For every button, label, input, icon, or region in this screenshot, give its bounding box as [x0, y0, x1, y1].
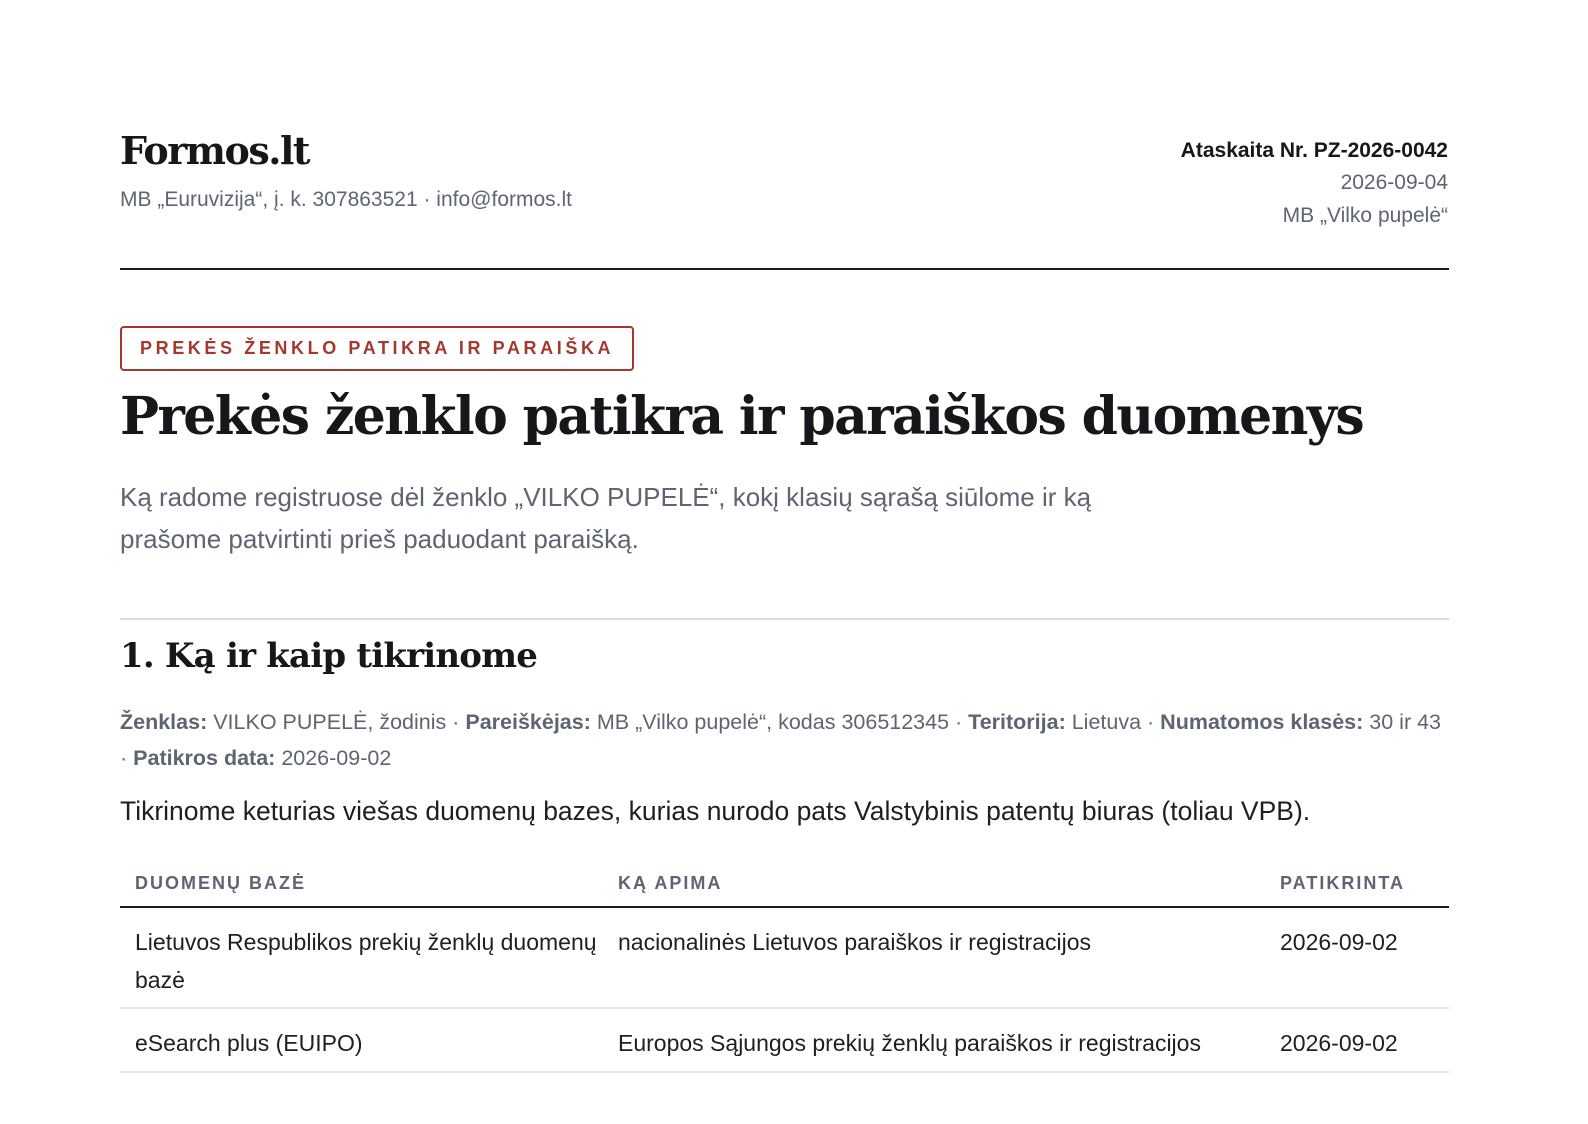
cell-checked: 2026-09-02: [1280, 929, 1398, 955]
column-header-checked: PATIKRINTA: [1280, 872, 1405, 893]
document-header: [120, 128, 1448, 232]
table-header: [120, 860, 1449, 908]
table-row: [120, 1009, 1449, 1073]
page-title: Prekės ženklo patikra ir paraiškos duomenys: [120, 386, 1364, 447]
section-divider: [120, 618, 1449, 620]
meta-value-territory: Lietuva: [1071, 710, 1142, 734]
cell-scope: nacionalinės Lietuvos paraiškos ir registracijos: [618, 929, 1092, 955]
report-number: Ataskaita Nr. PZ-2026-0042: [1180, 139, 1448, 162]
report-info: [1181, 128, 1448, 232]
meta-label-territory: Teritorija:: [968, 710, 1066, 734]
column-header-database: DUOMENŲ BAZĖ: [135, 872, 306, 893]
meta-value-classes: 30 ir 43: [1369, 710, 1442, 734]
meta-value-check-date: 2026-09-02: [281, 746, 392, 770]
meta-label-applicant: Pareiškėjas:: [465, 710, 591, 734]
page-subtitle: Ką radome registruose dėl ženklo „VILKO PUPELĖ“, kokį klasių sąrašą siūlome ir ką prašome patvirtinti prieš paduodant paraišką.: [120, 482, 1092, 554]
databases-table: [120, 860, 1449, 1073]
report-client: MB „Vilko pupelė“: [1282, 204, 1448, 227]
document-type-badge: PREKĖS ŽENKLO PATIKRA IR PARAIŠKA: [120, 326, 634, 371]
section-intro: Tikrinome keturias viešas duomenų bazes, kurias nurodo pats Valstybinis patentų biuras (toliau VPB).: [120, 796, 1311, 826]
cell-scope: Europos Sąjungos prekių ženklų paraiškos ir registracijos: [618, 1030, 1201, 1056]
brand-contact: MB „Euruvizija“, į. k. 307863521 · info@formos.lt: [120, 188, 572, 211]
section-title: 1. Ką ir kaip tikrinome: [120, 636, 538, 676]
meta-value-mark: VILKO PUPELĖ, žodinis: [213, 710, 447, 734]
meta-label-mark: Ženklas:: [120, 710, 208, 734]
table-row: [120, 908, 1449, 1009]
column-header-scope: KĄ APIMA: [618, 872, 723, 893]
cell-database: eSearch plus (EUIPO): [135, 1030, 363, 1056]
brand-logo[interactable]: Formos.lt: [120, 128, 309, 173]
report-date: 2026-09-04: [1340, 171, 1448, 194]
meta-value-applicant: MB „Vilko pupelė“, kodas 306512345: [596, 710, 950, 734]
cell-database: Lietuvos Respublikos prekių ženklų duomenų bazė: [135, 929, 597, 993]
brand-block: [120, 128, 572, 232]
meta-label-classes: Numatomos klasės:: [1160, 710, 1364, 734]
check-summary: Ženklas: VILKO PUPELĖ, žodinis · Pareiškėjas: MB „Vilko pupelė“, kodas 306512345 · Teritorija: Lietuva · Numatomos klasės: 30 ir 43 · Patikros data: 2026-09-02: [120, 710, 1442, 770]
cell-checked: 2026-09-02: [1280, 1030, 1398, 1056]
meta-label-check-date: Patikros data:: [133, 746, 276, 770]
header-divider: [120, 268, 1449, 270]
